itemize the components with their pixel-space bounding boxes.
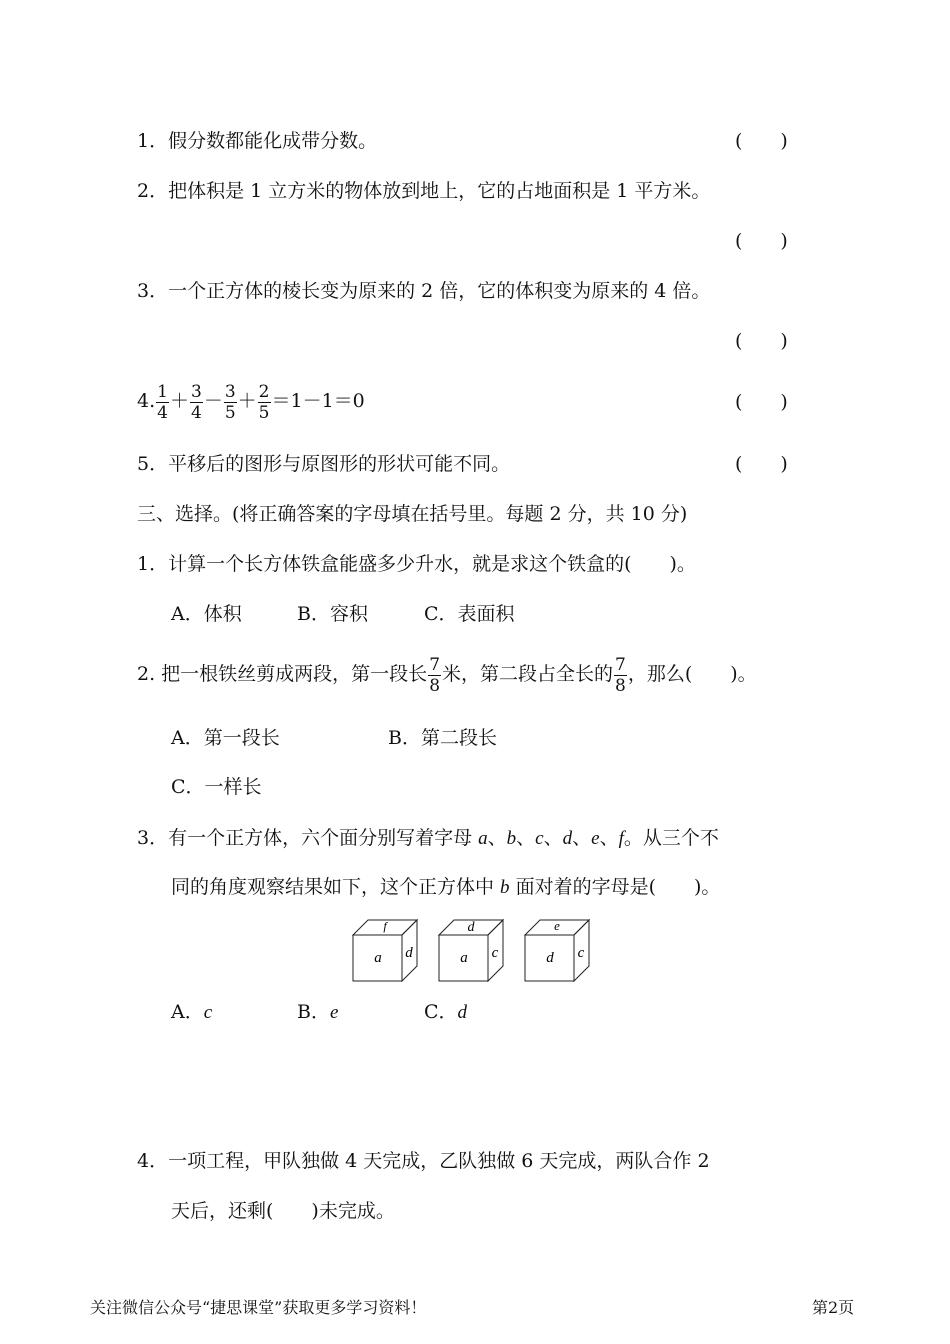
letter: e [591,828,600,849]
option-a[interactable]: A．第一段长 [171,727,280,749]
question-text: ，那么( )。 [627,663,757,685]
option-value: e [329,1002,339,1023]
letter: b [506,828,517,849]
cube-side-label: c [577,945,585,961]
answer-paren[interactable]: ( ) [735,130,788,152]
fraction [258,382,271,423]
separator: 、 [543,827,563,849]
option-label: B． [297,1001,330,1023]
cube-top-label: d [467,920,475,935]
answer-paren[interactable]: ( ) [735,230,788,252]
question-text: 面对着的字母是( )。 [509,876,721,898]
equation-tail: ＝1－1＝0 [271,390,365,412]
question-text: 有一个正方体，六个面分别写着字母 [168,827,479,849]
question-text: 一个正方体的棱长变为原来的 2 倍，它的体积变为原来的 4 倍。 [168,280,711,302]
letter: c [535,828,544,849]
numerator: 3 [190,381,202,402]
option-label: A． [171,1001,204,1023]
option-b[interactable] [297,999,338,1026]
question-text: 把体积是 1 立方米的物体放到地上，它的占地面积是 1 平方米。 [168,180,711,202]
question-text: 平移后的图形与原图形的形状可能不同。 [168,453,511,475]
question-number: 2． [137,180,169,202]
option-c[interactable]: C．一样长 [171,776,262,798]
denominator: 5 [224,402,236,423]
option-c[interactable]: C．表面积 [424,603,515,625]
question-number: 4． [137,1150,169,1172]
question-number: 2. [137,663,162,685]
denominator: 5 [258,402,270,423]
option-value: d [457,1002,468,1023]
option-a[interactable] [171,999,212,1026]
cube-top-label: f [383,919,387,933]
numerator: 1 [157,381,168,402]
choice-q3-line2 [171,874,720,901]
choice-q4 [137,1148,710,1174]
judge-q3 [137,278,710,304]
judge-q2 [137,178,710,204]
question-number: 5． [137,453,169,475]
operator: － [203,390,223,412]
fraction [224,382,237,423]
question-number: 3． [137,827,169,849]
section-title: 三、选择。(将正确答案的字母填在括号里。每题 2 分，共 10 分) [137,503,688,525]
letter: d [562,828,573,849]
denominator: 8 [429,675,441,696]
cube-side-label: c [491,945,499,961]
question-number: 4. [137,390,156,412]
choice-q4-line2: 天后，还剩( )未完成。 [171,1200,395,1222]
judge-q4 [137,376,365,426]
denominator: 4 [157,402,168,423]
question-text: 一项工程，甲队独做 4 天完成，乙队独做 6 天完成，两队合作 2 [168,1150,710,1172]
denominator: 4 [190,402,202,423]
option-label: C． [424,1001,458,1023]
question-text: 假分数都能化成带分数。 [168,130,378,152]
fraction [156,382,169,423]
option-c[interactable] [424,999,467,1026]
question-number: 1． [137,553,169,575]
numerator: 7 [615,654,626,675]
operator: ＋ [169,390,189,412]
separator: 、 [487,827,507,849]
choice-q1 [137,551,696,577]
fraction [614,655,627,696]
question-number: 3． [137,280,169,302]
question-text: 。从三个不 [623,827,719,849]
question-text: 把一根铁丝剪成两段，第一段长 [161,663,428,685]
judge-q5 [137,451,510,477]
footer-promo: 关注微信公众号“捷思课堂”获取更多学习资料！ [90,1298,427,1317]
letter: b [500,877,510,898]
question-number: 1． [137,130,169,152]
cube-top-label: e [554,918,560,933]
separator: 、 [599,827,619,849]
cube-side-label: d [405,945,413,961]
cube-diagram [350,917,422,983]
option-a[interactable]: A．体积 [171,603,242,625]
operator: ＋ [237,390,257,412]
letter: f [618,828,624,849]
question-text: 计算一个长方体铁盒能盛多少升水，就是求这个铁盒的( )。 [168,553,696,575]
separator: 、 [516,827,536,849]
answer-paren[interactable]: ( ) [735,330,788,352]
numerator: 7 [429,654,441,675]
cube-front-label: d [546,950,554,966]
cube-front-label: a [460,950,468,966]
letter: a [478,828,488,849]
fraction [190,382,203,423]
answer-paren[interactable]: ( ) [735,391,788,413]
choice-q2 [137,649,757,699]
denominator: 8 [615,675,626,696]
numerator: 3 [224,381,236,402]
fraction [428,655,441,696]
judge-q1 [137,128,377,154]
question-text: 米，第二段占全长的 [442,663,614,685]
question-text: 同的角度观察结果如下，这个正方体中 [171,876,501,898]
separator: 、 [572,827,592,849]
cube-diagram [436,917,508,983]
page-number: 第2页 [812,1298,855,1317]
choice-q3 [137,825,719,852]
option-b[interactable]: B．第二段长 [388,727,497,749]
cube-front-label: a [374,950,382,966]
cube-diagram [522,917,594,983]
option-b[interactable]: B．容积 [297,603,368,625]
numerator: 2 [258,381,270,402]
option-value: c [203,1002,213,1023]
answer-paren[interactable]: ( ) [735,453,788,475]
